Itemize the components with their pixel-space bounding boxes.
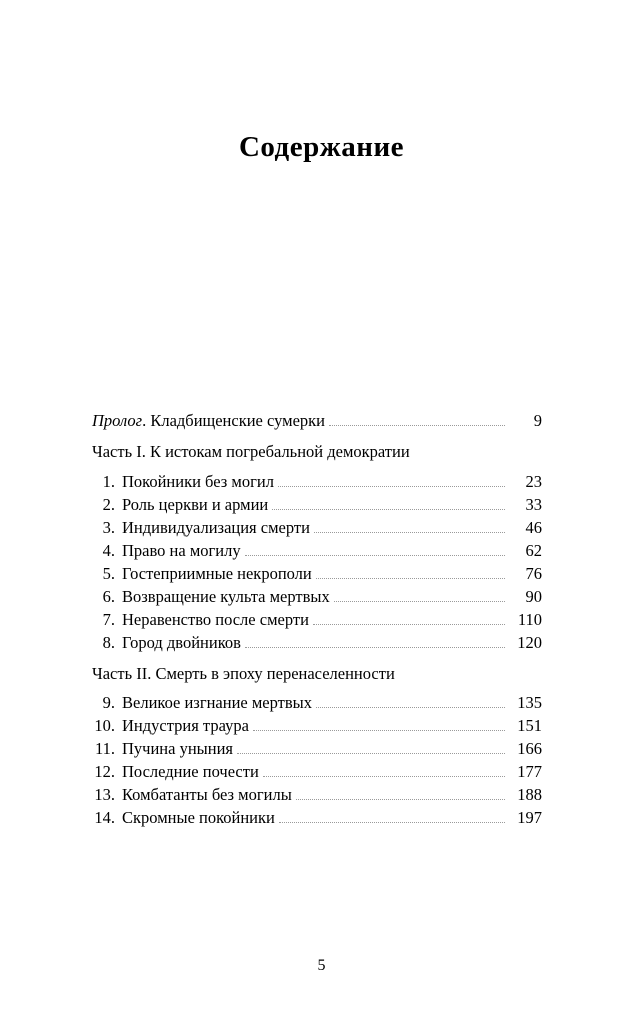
toc-entry-page: 177 [517, 762, 542, 781]
toc-entry-label: Скромные покойники [122, 808, 275, 827]
toc-section-heading-1: Часть I. К истокам погребальной демократии [92, 442, 410, 461]
toc-entry-page: 110 [517, 609, 542, 629]
toc-entry-label: Неравенство после смерти [122, 609, 309, 629]
toc-entry-page: 62 [525, 540, 542, 560]
table-of-contents [92, 413, 542, 833]
page-title: Содержание [238, 131, 405, 163]
toc-entry-page: 33 [525, 494, 542, 514]
toc-entry[interactable] [92, 764, 542, 781]
leader-dots [296, 798, 505, 800]
toc-entry-label: Роль церкви и армии [122, 494, 269, 514]
page-number: 5 [317, 957, 326, 974]
toc-entry[interactable] [92, 718, 542, 735]
leader-dots [263, 775, 505, 777]
toc-entry-prolog[interactable] [92, 413, 542, 430]
toc-entry-number: 13. [94, 785, 115, 804]
leader-dots [245, 554, 505, 556]
toc-section-heading-2: Часть II. Смерть в эпоху перенаселенности [92, 663, 395, 683]
toc-entry-number: 11. [94, 739, 115, 758]
toc-entry-page: 135 [517, 693, 542, 712]
toc-entry-page: 151 [517, 716, 542, 735]
toc-entry-label: Возвращение культа мертвых [122, 586, 330, 606]
toc-entry-page: 76 [525, 563, 542, 583]
toc-entry[interactable] [92, 563, 542, 583]
toc-entry[interactable] [92, 586, 542, 606]
leader-dots [237, 752, 505, 754]
leader-dots [245, 646, 505, 648]
toc-entry-label: Индивидуализация смерти [122, 517, 310, 537]
toc-entry-number: 4. [102, 540, 115, 560]
toc-entry-number: 5. [102, 563, 115, 583]
toc-entry[interactable] [92, 741, 542, 758]
toc-entry-label-rest: . Кладбищенские сумерки [142, 411, 326, 430]
toc-entry[interactable] [92, 787, 542, 804]
toc-entry-number: 7. [102, 609, 115, 629]
toc-entry-number: 1. [102, 471, 115, 491]
toc-entry-page: 23 [525, 471, 542, 491]
toc-entry-number: 3. [102, 517, 115, 537]
toc-entry[interactable] [92, 810, 542, 827]
toc-entry-label: Право на могилу [122, 540, 241, 560]
leader-dots [314, 531, 505, 533]
toc-entry-label: Великое изгнание мертвых [122, 693, 312, 712]
toc-entry-number: 9. [102, 693, 115, 712]
toc-entry-number: 12. [94, 762, 115, 781]
toc-entry-page: 9 [533, 411, 542, 430]
toc-entry-label: Индустрия траура [122, 716, 249, 735]
toc-entry-label: Последние почести [122, 762, 259, 781]
toc-entry-number: 2. [102, 494, 115, 514]
toc-entry-number: 10. [94, 716, 115, 735]
leader-dots [316, 706, 505, 708]
leader-dots [278, 485, 505, 487]
toc-entry[interactable] [92, 632, 542, 652]
toc-entry-number: 6. [102, 586, 115, 606]
toc-entry-label: Пучина уныния [122, 739, 233, 758]
leader-dots [279, 821, 505, 823]
leader-dots [313, 623, 505, 625]
toc-entry-page: 90 [525, 586, 542, 606]
toc-entry-label: Покойники без могил [122, 471, 274, 491]
toc-entry-number: 8. [102, 632, 115, 652]
leader-dots [334, 600, 505, 602]
toc-entry-page: 197 [517, 808, 542, 827]
toc-entry-label: Комбатанты без могилы [122, 785, 292, 804]
toc-entry[interactable] [92, 494, 542, 514]
toc-entry-label: Гостеприимные некрополи [122, 563, 312, 583]
leader-dots [253, 729, 505, 731]
toc-entry[interactable] [92, 517, 542, 537]
toc-entry-page: 46 [525, 517, 542, 537]
toc-entry-label: Город двойников [122, 632, 241, 652]
toc-entry-page: 188 [517, 785, 542, 804]
toc-entry-label [92, 413, 325, 430]
leader-dots [272, 508, 505, 510]
leader-dots [329, 424, 505, 426]
toc-entry[interactable] [92, 695, 542, 712]
toc-entry-page: 166 [517, 739, 542, 758]
toc-entry[interactable] [92, 609, 542, 629]
toc-entry-number: 14. [94, 808, 115, 827]
leader-dots [316, 577, 505, 579]
toc-entry-label-italic: Пролог [92, 411, 143, 430]
toc-entry-page: 120 [517, 632, 542, 652]
toc-entry[interactable] [92, 540, 542, 560]
toc-entry[interactable] [92, 471, 542, 491]
